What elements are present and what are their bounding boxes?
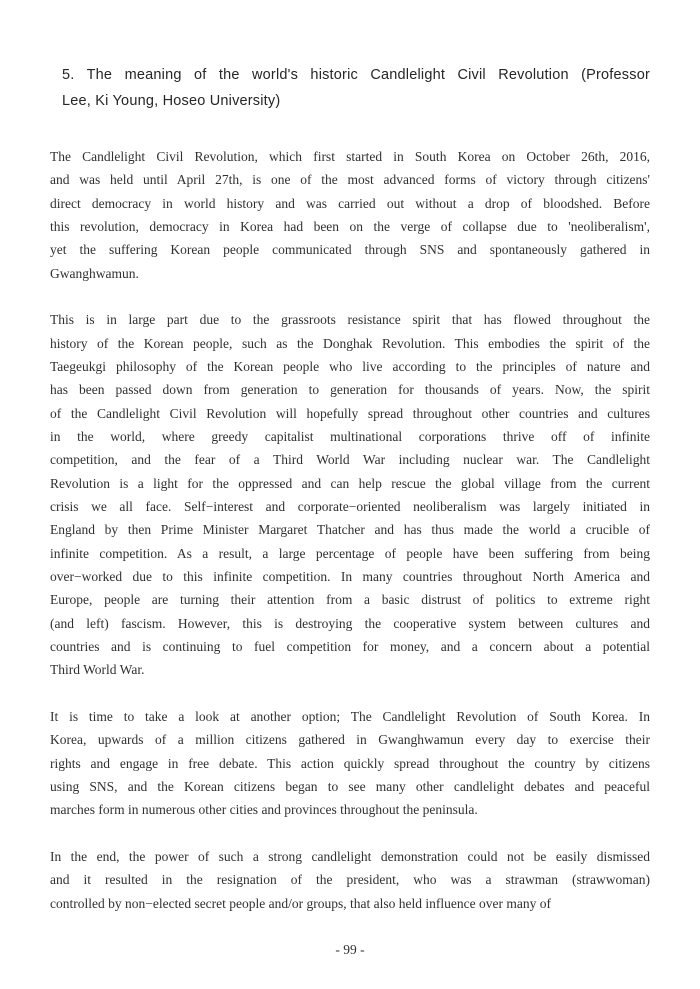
text-line: The Candlelight Civil Revolution, which first started in South Korea on October 26th, 2016, bbox=[50, 149, 650, 164]
text-line: Europe, people are turning their attention from a basic distrust of politics to extreme right bbox=[50, 592, 650, 608]
paragraph bbox=[50, 145, 650, 285]
text-line: Revolution is a light for the oppressed and can help rescue the global village from the current bbox=[50, 475, 650, 491]
text-line: controlled by non−elected secret people and/or groups, that also held influence over many of bbox=[50, 895, 551, 911]
paragraph bbox=[50, 845, 650, 915]
document-body bbox=[50, 145, 650, 915]
text-line: In the end, the power of such a strong candlelight demonstration could not be easily dismissed bbox=[50, 848, 650, 864]
text-line: has been passed down from generation to generation for thousands of years. Now, the spirit bbox=[50, 382, 650, 398]
text-line: direct democracy in world history and was carried out without a drop of bloodshed. Before bbox=[50, 195, 650, 211]
page-number: - 99 - bbox=[335, 942, 365, 958]
heading-line: 5. The meaning of the world's historic Candlelight Civil Revolution (Professor bbox=[62, 67, 650, 83]
text-line: history of the Korean people, such as the Donghak Revolution. This embodies the spirit of the bbox=[50, 335, 650, 351]
text-line: marches form in numerous other cities and provinces throughout the peninsula. bbox=[50, 802, 478, 818]
text-line: (and left) fascism. However, this is destroying the cooperative system between cultures and bbox=[50, 615, 650, 631]
heading-line: Lee, Ki Young, Hoseo University) bbox=[62, 93, 281, 109]
paragraph bbox=[50, 308, 650, 681]
text-line: in the world, where greedy capitalist multinational corporations thrive off of infinite bbox=[50, 428, 650, 444]
text-line: yet the suffering Korean people communicated through SNS and spontaneously gathered in bbox=[50, 242, 650, 258]
text-line: countries and is continuing to fuel competition for money, and a concern about a potential bbox=[50, 638, 650, 654]
text-line: over−worked due to this infinite competition. In many countries throughout North America and bbox=[50, 568, 650, 584]
text-line: of the Candlelight Civil Revolution will hopefully spread throughout other countries and cultures bbox=[50, 405, 650, 421]
text-line: Gwanghwamun. bbox=[50, 265, 139, 281]
text-line: competition, and the fear of a Third World War including nuclear war. The Candlelight bbox=[50, 452, 650, 468]
text-line: and was held until April 27th, is one of the most advanced forms of victory through citizens' bbox=[50, 172, 650, 188]
text-line: infinite competition. As a result, a large percentage of people have been suffering from being bbox=[50, 545, 650, 561]
text-line: England by then Prime Minister Margaret Thatcher and has thus made the world a crucible of bbox=[50, 522, 650, 538]
text-line: rights and engage in free debate. This action quickly spread throughout the country by citizens bbox=[50, 755, 650, 771]
paragraph bbox=[50, 705, 650, 822]
text-line: this revolution, democracy in Korea had been on the verge of collapse due to 'neoliberalism', bbox=[50, 218, 650, 234]
text-line: This is in large part due to the grassroots resistance spirit that has flowed throughout the bbox=[50, 312, 650, 328]
text-line: Third World War. bbox=[50, 662, 145, 678]
text-line: and it resulted in the resignation of the president, who was a strawman (strawwoman) bbox=[50, 872, 650, 888]
text-line: using SNS, and the Korean citizens began to see many other candlelight debates and peaceful bbox=[50, 778, 650, 794]
text-line: crisis we all face. Self−interest and corporate−oriented neoliberalism was largely initiated in bbox=[50, 498, 650, 514]
section-heading bbox=[62, 62, 650, 114]
text-line: It is time to take a look at another option; The Candlelight Revolution of South Korea. In bbox=[50, 708, 650, 724]
text-line: Korea, upwards of a million citizens gathered in Gwanghwamun every day to exercise their bbox=[50, 732, 650, 748]
text-line: Taegeukgi philosophy of the Korean people who live according to the principles of nature and bbox=[50, 358, 650, 374]
